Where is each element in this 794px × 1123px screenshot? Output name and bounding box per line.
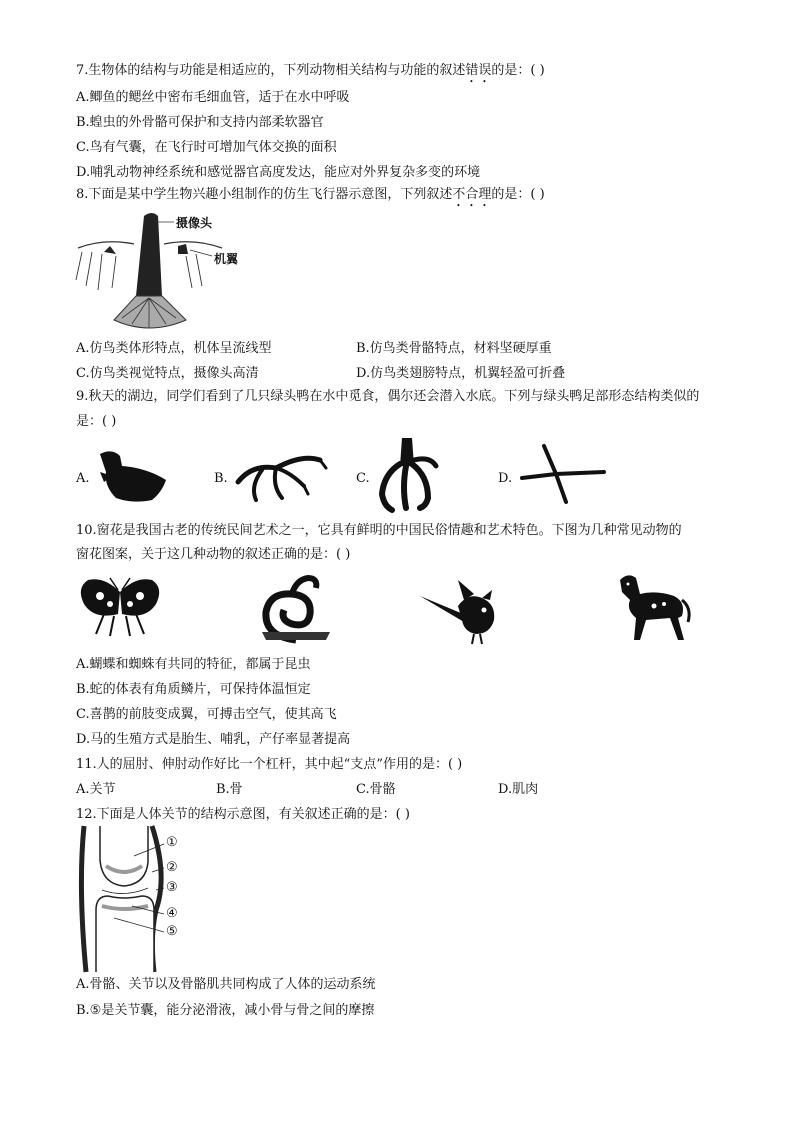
- q7-option-b: B.蝗虫的外骨骼可保护和支持内部柔软器官: [76, 115, 324, 130]
- q7-option-d: D.哺乳动物神经系统和感觉器官高度发达，能应对外界复杂多变的环境: [76, 165, 481, 180]
- q10-option-d: D.马的生殖方式是胎生、哺乳，产仔率显著提高: [76, 732, 351, 747]
- q10-option-b: B.蛇的体表有角质鳞片，可保持体温恒定: [76, 682, 311, 697]
- q8-option-c: C.仿鸟类视觉特点，摄像头高清: [76, 366, 259, 381]
- q10-stem-line1: 10.窗花是我国古老的传统民间艺术之一，它具有鲜明的中国民俗情趣和艺术特色。下图为几种常见动物的: [76, 523, 682, 538]
- q9-option-c-label: C.: [356, 471, 370, 486]
- q8-label-camera: 摄像头: [176, 216, 213, 230]
- magpie-papercut-image: [418, 572, 506, 648]
- q9-stem-line1: 9.秋天的湖边，同学们看到了几只绿头鸭在水中觅食，偶尔还会潜入水底。下列与绿头鸭足部形态结构类似的: [76, 389, 700, 404]
- q12-stem: 12.下面是人体关节的结构示意图，有关叙述正确的是：( ): [76, 807, 410, 822]
- webbed-foot-image: [92, 446, 174, 508]
- q11-option-d: D.肌肉: [498, 782, 539, 797]
- q9-option-a-label: A.: [76, 471, 90, 486]
- q7-option-c: C.鸟有气囊，在飞行时可增加气体交换的面积: [76, 140, 337, 155]
- q9-option-d-label: D.: [498, 471, 513, 486]
- perching-claw-image: [232, 446, 328, 506]
- q8-label-wing: 机翼: [214, 252, 239, 266]
- wading-foot-image: [516, 444, 608, 506]
- snake-papercut-image: [256, 572, 336, 644]
- q7-stem: 7.生物体的结构与功能是相适应的，下列动物相关结构与功能的叙述错误的是：( ): [76, 63, 545, 78]
- q12-label-2: ②: [166, 860, 178, 875]
- q12-label-3: ③: [166, 880, 178, 895]
- q7-option-a: A.鲫鱼的鳃丝中密布毛细血管，适于在水中呼吸: [76, 90, 350, 105]
- q12-label-1: ①: [166, 835, 178, 850]
- q12-option-a: A.骨骼、关节以及骨骼肌共同构成了人体的运动系统: [76, 977, 376, 992]
- q12-label-4: ④: [166, 906, 178, 921]
- bionic-aircraft-figure: [74, 208, 264, 338]
- raptor-talon-image: [372, 436, 442, 514]
- q8-option-a: A.仿鸟类体形特点，机体呈流线型: [76, 341, 272, 356]
- q11-option-b: B.骨: [216, 782, 243, 797]
- q9-stem-line2: 是：( ): [76, 414, 117, 429]
- q8-option-d: D.仿鸟类翅膀特点，机翼轻盈可折叠: [356, 366, 566, 381]
- horse-papercut-image: [606, 570, 692, 646]
- q11-option-a: A.关节: [76, 782, 116, 797]
- q8-option-b: B.仿鸟类骨骼特点，材料坚硬厚重: [356, 341, 552, 356]
- q9-option-b-label: B.: [214, 471, 228, 486]
- q10-option-a: A.蝴蝶和蜘蛛有共同的特征，都属于昆虫: [76, 657, 311, 672]
- q12-label-5: ⑤: [166, 924, 178, 939]
- q8-stem: 8.下面是某中学生物兴趣小组制作的仿生飞行器示意图，下列叙述不合理的是：( ): [76, 187, 545, 202]
- q11-option-c: C.骨骼: [356, 782, 396, 797]
- q10-option-c: C.喜鹊的前肢变成翼，可搏击空气，使其高飞: [76, 707, 337, 722]
- q12-option-b: B.⑤是关节囊，能分泌滑液，减小骨与骨之间的摩擦: [76, 1003, 375, 1018]
- butterfly-papercut-image: [74, 574, 166, 640]
- q11-stem: 11.人的屈肘、伸肘动作好比一个杠杆，其中起“支点”作用的是：( ): [76, 757, 463, 772]
- q10-stem-line2: 窗花图案，关于这几种动物的叙述正确的是：( ): [76, 547, 351, 562]
